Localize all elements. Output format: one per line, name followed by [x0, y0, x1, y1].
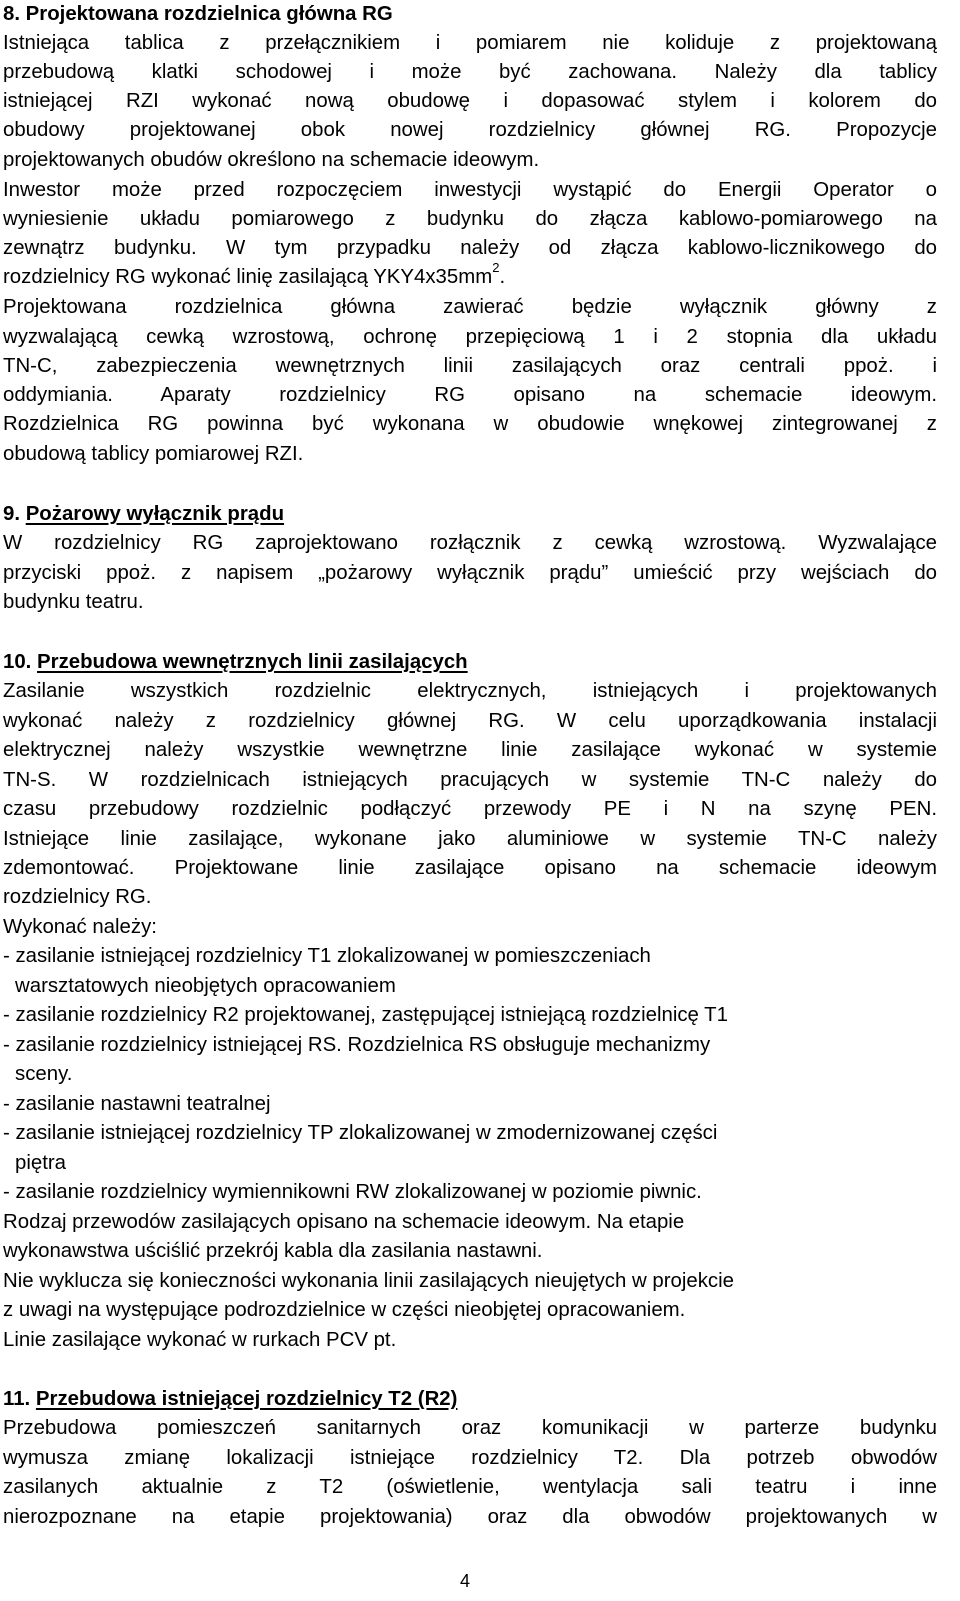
section-8-line: wyniesienie układu pomiarowego z budynku do złącza kablowo-pomiarowego na — [3, 208, 937, 230]
section-10-line: zdemontować. Projektowane linie zasilające opisano na schemacie ideowym — [3, 857, 937, 879]
list-item: - zasilanie nastawni teatralnej — [3, 1093, 271, 1115]
list-item: - zasilanie istniejącej rozdzielnicy TP zlokalizowanej w zmodernizowanej części — [3, 1122, 718, 1144]
section-11-heading — [3, 1384, 457, 1414]
section-10-line: Rodzaj przewodów zasilających opisano na schemacie ideowym. Na etapie — [3, 1211, 685, 1233]
section-11-line: Przebudowa pomieszczeń sanitarnych oraz komunikacji w parterze budynku — [3, 1417, 937, 1439]
section-title: Przebudowa wewnętrznych linii zasilających — [37, 651, 468, 673]
list-item-continuation: warsztatowych nieobjętych opracowaniem — [15, 975, 396, 997]
list-item: - zasilanie rozdzielnicy wymiennikowni RW zlokalizowanej w poziomie piwnic. — [3, 1181, 702, 1203]
section-10-line: Nie wyklucza się konieczności wykonania linii zasilających nieujętych w projekcie — [3, 1270, 734, 1292]
section-10-line: Zasilanie wszystkich rozdzielnic elektrycznych, istniejących i projektowanych — [3, 680, 937, 702]
section-9-line: budynku teatru. — [3, 591, 144, 613]
list-item: - zasilanie rozdzielnicy R2 projektowanej, zastępującej istniejącą rozdzielnicę T1 — [3, 1004, 728, 1026]
section-8-line: istniejącej RZI wykonać nową obudowę i dopasować stylem i kolorem do — [3, 90, 937, 112]
list-item: - zasilanie rozdzielnicy istniejącej RS. Rozdzielnica RS obsługuje mechanizmy — [3, 1034, 711, 1056]
section-11-line: nierozpoznane na etapie projektowania) oraz dla obwodów projektowanych w — [3, 1506, 937, 1528]
section-8-line: obudową tablicy pomiarowej RZI. — [3, 443, 304, 465]
section-8-line: Rozdzielnica RG powinna być wykonana w obudowie wnękowej zintegrowanej z — [3, 413, 937, 435]
section-title: Pożarowy wyłącznik prądu — [25, 503, 285, 525]
section-8-line: oddymiania. Aparaty rozdzielnicy RG opisano na schemacie ideowym. — [3, 384, 937, 406]
section-number: 10. — [3, 651, 32, 673]
section-10-line: elektrycznej należy wszystkie wewnętrzne linie zasilające wykonać w systemie — [3, 739, 937, 761]
section-8-line: zewnątrz budynku. W tym przypadku należy od złącza kablowo-licznikowego do — [3, 237, 937, 259]
list-item-continuation: piętra — [15, 1152, 67, 1174]
section-8-heading: 8. Projektowana rozdzielnica główna RG — [3, 3, 393, 25]
cable-spec-text: rozdzielnicy RG wykonać linię zasilającą YKY4x35mm — [3, 266, 493, 288]
section-10-line: wykonawstwa uściślić przekrój kabla dla zasilania nastawni. — [3, 1240, 543, 1262]
section-8-line: obudowy projektowanej obok nowej rozdzielnicy głównej RG. Propozycje — [3, 119, 937, 141]
section-10-line: TN-S. W rozdzielnicach istniejących pracujących w systemie TN-C należy do — [3, 769, 937, 791]
section-10-heading — [3, 647, 468, 677]
section-8-line: Istniejąca tablica z przełącznikiem i pomiarem nie koliduje z projektowaną — [3, 32, 937, 54]
section-8-line: TN-C, zabezpieczenia wewnętrznych linii zasilających oraz centrali ppoż. i — [3, 355, 937, 377]
section-10-line: rozdzielnicy RG. — [3, 886, 152, 908]
section-10-line: Istniejące linie zasilające, wykonane jako aluminiowe w systemie TN-C należy — [3, 828, 937, 850]
section-number: 9. — [3, 503, 21, 525]
superscript-2: 2 — [492, 260, 500, 275]
sentence-end: . — [499, 266, 506, 288]
page-number: 4 — [460, 1571, 471, 1591]
section-10-line: czasu przebudowy rozdzielnic podłączyć przewody PE i N na szynę PEN. — [3, 798, 937, 820]
section-10-line: Wykonać należy: — [3, 916, 157, 938]
list-item-continuation: sceny. — [15, 1063, 73, 1085]
section-8-line: Inwestor może przed rozpoczęciem inwestycji wystąpić do Energii Operator o — [3, 179, 937, 201]
section-10-line: z uwagi na występujące podrozdzielnice w części nieobjętej opracowaniem. — [3, 1299, 686, 1321]
section-11-line: wymusza zmianę lokalizacji istniejące rozdzielnicy T2. Dla potrzeb obwodów — [3, 1447, 937, 1469]
section-8-line: projektowanych obudów określono na schemacie ideowym. — [3, 149, 540, 171]
section-title: Przebudowa istniejącej rozdzielnicy T2 (R2) — [35, 1388, 458, 1410]
section-8-cable-line — [3, 262, 505, 292]
section-number: 11. — [3, 1388, 31, 1410]
section-8-line: przebudową klatki schodowej i może być zachowana. Należy dla tablicy — [3, 61, 937, 83]
section-9-heading — [3, 499, 284, 529]
section-11-line: zasilanych aktualnie z T2 (oświetlenie, wentylacja sali teatru i inne — [3, 1476, 937, 1498]
section-10-line: wykonać należy z rozdzielnicy głównej RG. W celu uporządkowania instalacji — [3, 710, 937, 732]
section-9-line: przyciski ppoż. z napisem „pożarowy wyłącznik prądu” umieścić przy wejściach do — [3, 562, 937, 584]
list-item: - zasilanie istniejącej rozdzielnicy T1 zlokalizowanej w pomieszczeniach — [3, 945, 651, 967]
section-8-line: wyzwalającą cewką wzrostową, ochronę przepięciową 1 i 2 stopnia dla układu — [3, 326, 937, 348]
section-10-line: Linie zasilające wykonać w rurkach PCV pt. — [3, 1329, 397, 1351]
section-9-line: W rozdzielnicy RG zaprojektowano rozłącznik z cewką wzrostową. Wyzwalające — [3, 532, 937, 554]
section-8-line: Projektowana rozdzielnica główna zawierać będzie wyłącznik główny z — [3, 296, 937, 318]
